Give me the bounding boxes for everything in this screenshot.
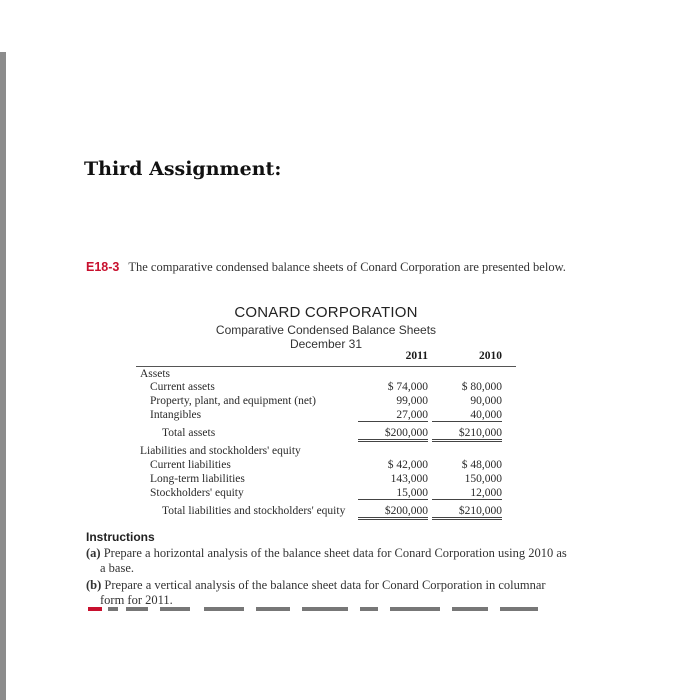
exercise-intro bbox=[86, 260, 571, 275]
instructions-block bbox=[86, 530, 568, 610]
exercise-text: The comparative condensed balance sheets of Conard Corporation are presented below. bbox=[128, 260, 566, 274]
row-label: Long-term liabilities bbox=[150, 473, 245, 485]
header-rule bbox=[136, 366, 516, 367]
row-label: Property, plant, and equipment (net) bbox=[150, 395, 316, 407]
instructions-title: Instructions bbox=[86, 530, 155, 544]
row-label: Intangibles bbox=[150, 409, 202, 421]
value-2011: 15,000 bbox=[358, 487, 428, 500]
value-2010: 12,000 bbox=[432, 487, 502, 500]
assignment-heading: Third Assignment: bbox=[84, 158, 282, 180]
statement-date: December 31 bbox=[289, 337, 363, 351]
column-header-2011: 2011 bbox=[405, 350, 428, 362]
instruction-b-text: Prepare a vertical analysis of the balance sheet data for Conard Corporation in columnar form for 2011. bbox=[100, 578, 546, 607]
value-2010: 150,000 bbox=[464, 473, 502, 485]
value-2010: 40,000 bbox=[432, 409, 502, 422]
row-label: Assets bbox=[140, 368, 171, 380]
instruction-b bbox=[86, 578, 568, 608]
company-name: CONARD CORPORATION bbox=[234, 304, 418, 321]
instruction-a bbox=[86, 546, 568, 576]
value-2011: $200,000 bbox=[358, 427, 428, 442]
instruction-b-marker: (b) bbox=[86, 578, 102, 592]
value-2011: $ 42,000 bbox=[387, 459, 428, 471]
value-2011: 143,000 bbox=[390, 473, 428, 485]
instruction-a-text: Prepare a horizontal analysis of the balance sheet data for Conard Corporation using 2010 as a base. bbox=[100, 546, 567, 575]
left-border-bar bbox=[0, 52, 6, 700]
value-2010: $ 48,000 bbox=[461, 459, 502, 471]
row-label: Total assets bbox=[162, 427, 216, 439]
value-2011: $200,000 bbox=[358, 505, 428, 520]
row-label: Liabilities and stockholders' equity bbox=[140, 445, 301, 457]
row-label: Current assets bbox=[150, 381, 215, 393]
instruction-a-marker: (a) bbox=[86, 546, 101, 560]
column-header-2010: 2010 bbox=[479, 350, 502, 362]
exercise-number: E18-3 bbox=[86, 260, 120, 274]
value-2011: 99,000 bbox=[396, 395, 428, 407]
value-2011: 27,000 bbox=[358, 409, 428, 422]
row-label: Current liabilities bbox=[150, 459, 231, 471]
value-2010: $210,000 bbox=[432, 427, 502, 442]
row-label: Total liabilities and stockholders' equity bbox=[162, 505, 346, 517]
row-label: Stockholders' equity bbox=[150, 487, 244, 499]
statement-title: Comparative Condensed Balance Sheets bbox=[215, 323, 437, 337]
value-2010: 90,000 bbox=[470, 395, 502, 407]
value-2011: $ 74,000 bbox=[387, 381, 428, 393]
value-2010: $ 80,000 bbox=[461, 381, 502, 393]
value-2010: $210,000 bbox=[432, 505, 502, 520]
